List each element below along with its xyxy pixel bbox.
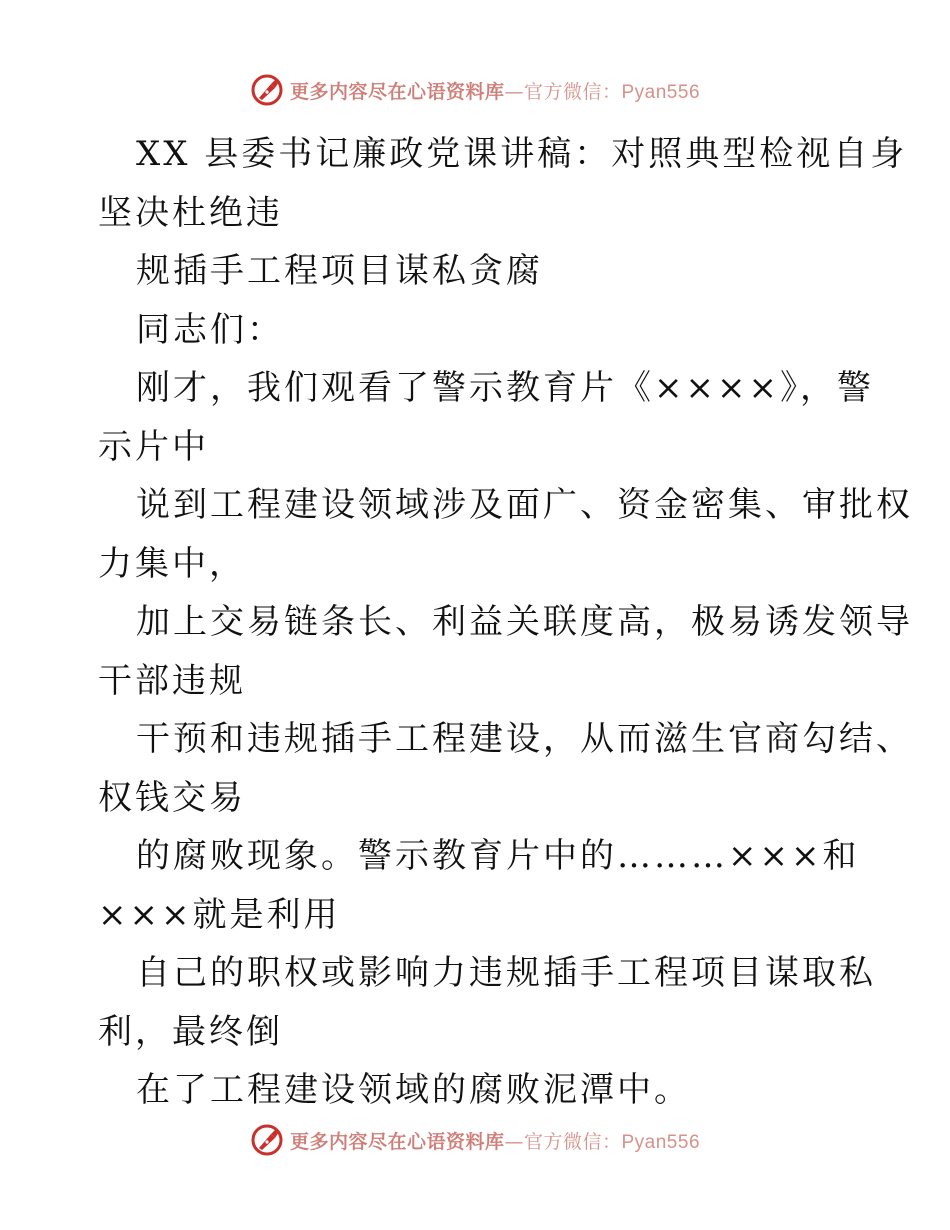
paragraph-line: 刚才，我们观看了警示教育片《××××》，警	[136, 368, 874, 408]
header-banner-text	[290, 77, 700, 104]
paragraph-line: 力集中，	[98, 543, 246, 584]
paragraph-line: 干部违规	[98, 660, 246, 701]
pen-nib-logo-icon	[250, 73, 284, 107]
footer-banner	[0, 1120, 950, 1160]
title-line-1: XX 县委书记廉政党课讲稿：对照典型检视自身	[136, 134, 908, 174]
footer-official: 官方微信：	[523, 1130, 622, 1153]
paragraph-line: 加上交易链条长、利益关联度高，极易诱发领导	[136, 602, 913, 642]
header-brand: 更多内容尽在心语资料库	[289, 80, 505, 103]
paragraph-line: 权钱交易	[98, 777, 246, 818]
title-line-3: 规插手工程项目谋私贪腐	[136, 251, 543, 291]
paragraph-line: 示片中	[98, 426, 209, 467]
footer-banner-text	[290, 1127, 700, 1154]
document-body	[98, 125, 913, 1120]
header-official: 官方微信：	[523, 80, 622, 103]
footer-account: Pyan556	[621, 1131, 701, 1153]
paragraph-line: 在了工程建设领域的腐败泥潭中。	[136, 1070, 691, 1110]
paragraph-line: ×××就是利用	[98, 894, 341, 935]
salutation: 同志们：	[136, 309, 284, 350]
footer-dash: —	[504, 1130, 524, 1153]
header-banner	[0, 70, 950, 110]
title-line-2: 坚决杜绝违	[98, 192, 283, 233]
paragraph-line: 说到工程建设领域涉及面广、资金密集、审批权	[136, 485, 913, 525]
paragraph-line: 利，最终倒	[98, 1011, 283, 1052]
footer-banner-inner	[250, 1123, 700, 1157]
paragraph-line: 的腐败现象。警示教育片中的………×××和	[136, 836, 860, 876]
header-account: Pyan556	[621, 81, 701, 103]
header-dash: —	[504, 80, 524, 103]
paragraph-line: 自己的职权或影响力违规插手工程项目谋取私	[136, 953, 876, 993]
pen-nib-logo-icon	[250, 1123, 284, 1157]
header-banner-inner	[250, 73, 700, 107]
paragraph-line: 干预和违规插手工程建设，从而滋生官商勾结、	[136, 719, 913, 759]
footer-brand: 更多内容尽在心语资料库	[289, 1130, 505, 1153]
